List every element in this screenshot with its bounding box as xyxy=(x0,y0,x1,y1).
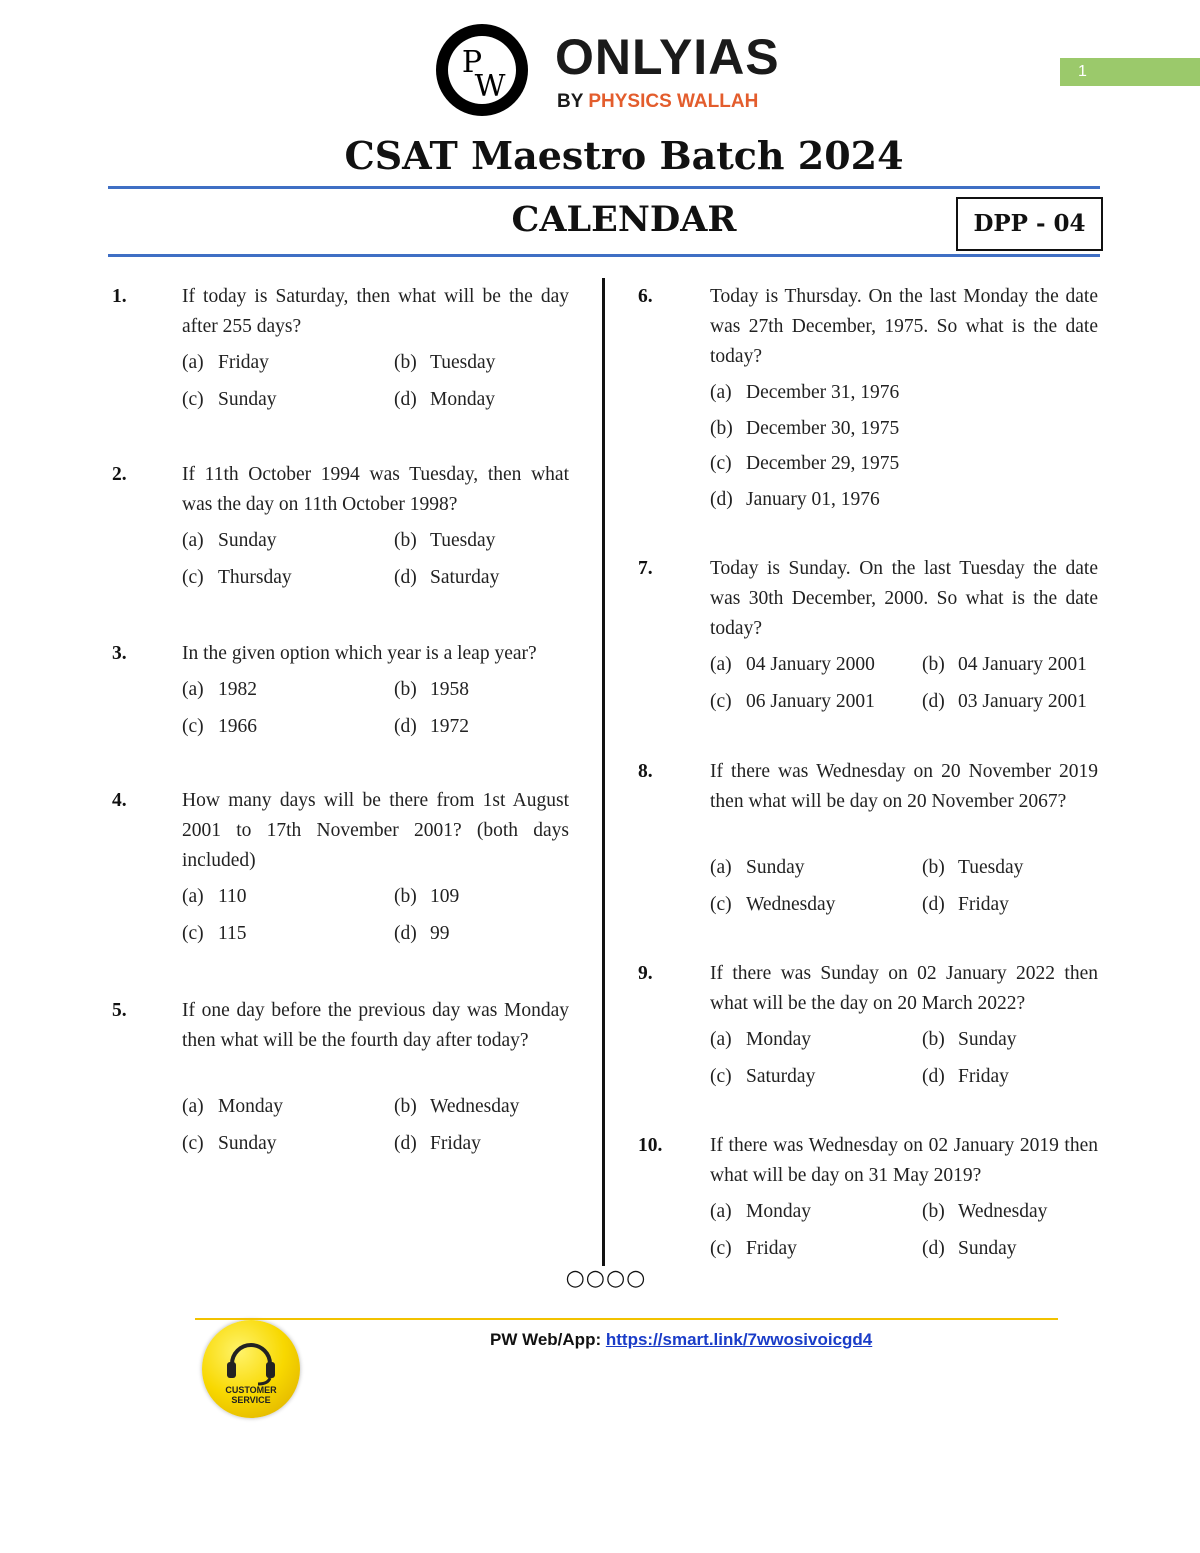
option-label: (b) xyxy=(922,1201,945,1222)
question-text: If there was Wednesday on 20 November 2019 then what will be day on 20 November 2067? xyxy=(710,761,1098,812)
option-d[interactable] xyxy=(394,919,450,949)
option-b[interactable] xyxy=(394,882,459,912)
question-text: If one day before the previous day was Monday then what will be the fourth day after today? xyxy=(182,1000,569,1051)
question-number: 9. xyxy=(638,963,653,984)
option-label: (d) xyxy=(922,1066,945,1087)
option-label: (b) xyxy=(394,679,417,700)
option-text: Saturday xyxy=(430,567,500,588)
brand-publisher: PHYSICS WALLAH xyxy=(588,91,759,112)
option-text: 115 xyxy=(218,923,247,944)
option-text: 06 January 2001 xyxy=(746,691,875,712)
pw-logo xyxy=(436,24,528,116)
option-a[interactable] xyxy=(182,1092,283,1122)
column-divider xyxy=(602,278,605,1266)
header-rule-bottom xyxy=(108,254,1100,257)
option-text: January 01, 1976 xyxy=(746,488,880,510)
option-label: (a) xyxy=(182,1096,204,1117)
header-rule-top xyxy=(108,186,1100,189)
option-label: (a) xyxy=(182,352,204,373)
option-label: (d) xyxy=(394,389,417,410)
question-text: Today is Thursday. On the last Monday the date was 27th December, 1975. So what is the date today? xyxy=(710,286,1098,367)
option-label: (b) xyxy=(394,1096,417,1117)
question-text: How many days will be there from 1st August 2001 to 17th November 2001? (both days included) xyxy=(182,790,569,871)
footer-rule xyxy=(195,1318,1058,1320)
option-label: (b) xyxy=(710,417,733,439)
option-a[interactable] xyxy=(710,378,899,408)
option-text: Monday xyxy=(746,1029,811,1050)
option-label: (b) xyxy=(922,857,945,878)
document-title: CSAT Maestro Batch 2024 xyxy=(344,133,904,178)
option-text: Sunday xyxy=(958,1029,1017,1050)
option-text: December 29, 1975 xyxy=(746,453,900,474)
brand-byline xyxy=(557,91,758,113)
option-b[interactable] xyxy=(394,675,469,705)
question-number: 8. xyxy=(638,761,653,782)
logo-p: P xyxy=(461,45,483,80)
option-b[interactable] xyxy=(394,526,495,556)
option-label: (b) xyxy=(922,1029,945,1050)
option-text: Saturday xyxy=(746,1066,816,1087)
option-text: Friday xyxy=(746,1238,797,1259)
option-text: 1958 xyxy=(430,679,469,700)
dpp-label: DPP - 04 xyxy=(956,197,1103,251)
option-text: Friday xyxy=(958,894,1009,915)
option-c[interactable] xyxy=(710,449,899,479)
option-text: Sunday xyxy=(218,1133,277,1154)
option-c[interactable] xyxy=(710,1062,815,1092)
badge-line-2: SERVICE xyxy=(231,1395,271,1405)
option-label: (a) xyxy=(710,857,732,878)
question-number: 1. xyxy=(112,286,127,307)
option-text: Wednesday xyxy=(430,1096,520,1117)
option-label: (a) xyxy=(710,382,732,403)
brand-name: ONLYIAS xyxy=(555,29,780,85)
question-number: 6. xyxy=(638,286,653,307)
option-text: 109 xyxy=(430,886,460,907)
option-label: (b) xyxy=(394,530,417,551)
badge-line-1: CUSTOMER xyxy=(225,1385,277,1395)
option-b[interactable] xyxy=(394,1092,519,1122)
option-label: (a) xyxy=(182,679,204,700)
option-d[interactable] xyxy=(394,712,469,742)
option-c[interactable] xyxy=(182,1129,277,1159)
option-text: Friday xyxy=(958,1066,1009,1087)
option-d[interactable] xyxy=(394,1129,481,1159)
option-text: 1972 xyxy=(430,716,469,737)
option-text: Monday xyxy=(746,1201,811,1222)
option-text: 110 xyxy=(218,886,247,907)
option-label: (c) xyxy=(182,716,204,737)
customer-service-label xyxy=(202,1385,300,1405)
question-number: 10. xyxy=(638,1135,663,1156)
question-text: If there was Wednesday on 02 January 2019 then what will be day on 31 May 2019? xyxy=(710,1135,1098,1186)
option-d[interactable] xyxy=(922,687,1087,717)
option-b[interactable] xyxy=(922,1197,1047,1227)
option-label: (a) xyxy=(710,654,732,675)
question-number: 5. xyxy=(112,1000,127,1021)
question-text: If there was Sunday on 02 January 2022 then what will be the day on 20 March 2022? xyxy=(710,963,1098,1014)
brand-by: BY xyxy=(557,91,584,112)
option-d[interactable] xyxy=(710,485,880,515)
option-label: (a) xyxy=(710,1029,732,1050)
end-mark: ○○○○ xyxy=(565,1266,647,1291)
option-c[interactable] xyxy=(182,919,247,949)
footer-link[interactable]: https://smart.link/7wwosivoicgd4 xyxy=(605,1330,873,1349)
question-text: If 11th October 1994 was Tuesday, then what was the day on 11th October 1998? xyxy=(182,464,569,515)
option-text: Monday xyxy=(430,389,495,410)
option-a[interactable] xyxy=(710,1025,811,1055)
question-text: If today is Saturday, then what will be the day after 255 days? xyxy=(182,286,569,337)
option-label: (c) xyxy=(710,1238,732,1259)
option-d[interactable] xyxy=(394,563,499,593)
footer-label: PW Web/App: xyxy=(490,1330,602,1349)
option-a[interactable] xyxy=(710,1197,811,1227)
option-d[interactable] xyxy=(922,1062,1009,1092)
option-b[interactable] xyxy=(922,853,1023,883)
option-a[interactable] xyxy=(182,526,277,556)
option-text: December 30, 1975 xyxy=(746,417,900,439)
option-text: Friday xyxy=(218,352,269,373)
option-a[interactable] xyxy=(182,675,257,705)
footer-contact xyxy=(490,1330,872,1350)
option-label: (c) xyxy=(182,1133,204,1154)
option-label: (d) xyxy=(710,488,733,510)
option-label: (d) xyxy=(394,567,417,588)
option-text: 1966 xyxy=(218,716,257,737)
option-label: (c) xyxy=(182,389,204,410)
option-a[interactable] xyxy=(710,853,805,883)
option-label: (a) xyxy=(182,530,204,551)
option-d[interactable] xyxy=(922,1234,1017,1264)
option-text: Sunday xyxy=(218,530,277,551)
option-c[interactable] xyxy=(182,563,292,593)
customer-service-badge xyxy=(202,1320,300,1418)
option-c[interactable] xyxy=(710,1234,797,1264)
option-text: Tuesday xyxy=(430,352,496,373)
question-number: 7. xyxy=(638,558,653,579)
question-text: In the given option which year is a leap year? xyxy=(182,643,537,664)
question-number: 4. xyxy=(112,790,127,811)
option-b[interactable] xyxy=(922,1025,1017,1055)
option-text: Wednesday xyxy=(746,894,836,915)
option-label: (d) xyxy=(922,1238,945,1259)
option-label: (b) xyxy=(394,352,417,373)
option-d[interactable] xyxy=(922,890,1009,920)
option-label: (c) xyxy=(182,567,204,588)
option-label: (d) xyxy=(394,716,417,737)
option-text: Wednesday xyxy=(958,1201,1048,1222)
option-c[interactable] xyxy=(710,687,875,717)
option-text: Thursday xyxy=(218,567,292,588)
question-number: 3. xyxy=(112,643,127,664)
option-text: Sunday xyxy=(218,389,277,410)
page-number-tab: 1 xyxy=(1060,58,1200,86)
option-text: Sunday xyxy=(746,857,805,878)
option-label: (d) xyxy=(922,691,945,712)
option-text: Tuesday xyxy=(958,857,1024,878)
option-b[interactable] xyxy=(922,650,1087,680)
option-label: (c) xyxy=(182,923,204,944)
option-text: Sunday xyxy=(958,1238,1017,1259)
pw-logo-icon xyxy=(436,24,528,116)
option-c[interactable] xyxy=(710,890,835,920)
option-text: 1982 xyxy=(218,679,257,700)
option-label: (b) xyxy=(394,886,417,907)
topic-heading: CALENDAR xyxy=(511,199,737,240)
option-a[interactable] xyxy=(182,882,247,912)
option-text: Friday xyxy=(430,1133,481,1154)
option-b[interactable] xyxy=(710,414,899,444)
option-label: (d) xyxy=(922,894,945,915)
option-a[interactable] xyxy=(182,348,269,378)
option-label: (b) xyxy=(922,654,945,675)
option-label: (d) xyxy=(394,923,417,944)
option-d[interactable] xyxy=(394,385,495,415)
option-a[interactable] xyxy=(710,650,875,680)
option-b[interactable] xyxy=(394,348,495,378)
question-number: 2. xyxy=(112,464,127,485)
question-text: Today is Sunday. On the last Tuesday the date was 30th December, 2000. So what is the date today? xyxy=(710,558,1098,639)
logo-w: W xyxy=(474,69,506,104)
option-text: Tuesday xyxy=(430,530,496,551)
option-label: (a) xyxy=(182,886,204,907)
option-c[interactable] xyxy=(182,712,257,742)
option-text: 04 January 2000 xyxy=(746,654,875,675)
option-text: 04 January 2001 xyxy=(958,654,1087,675)
option-label: (c) xyxy=(710,453,732,474)
option-label: (c) xyxy=(710,1066,732,1087)
option-label: (d) xyxy=(394,1133,417,1154)
option-label: (a) xyxy=(710,1201,732,1222)
option-text: 03 January 2001 xyxy=(958,691,1087,712)
option-text: 99 xyxy=(430,923,450,944)
option-label: (c) xyxy=(710,691,732,712)
option-c[interactable] xyxy=(182,385,277,415)
option-text: December 31, 1976 xyxy=(746,382,900,403)
option-text: Monday xyxy=(218,1096,283,1117)
option-label: (c) xyxy=(710,894,732,915)
